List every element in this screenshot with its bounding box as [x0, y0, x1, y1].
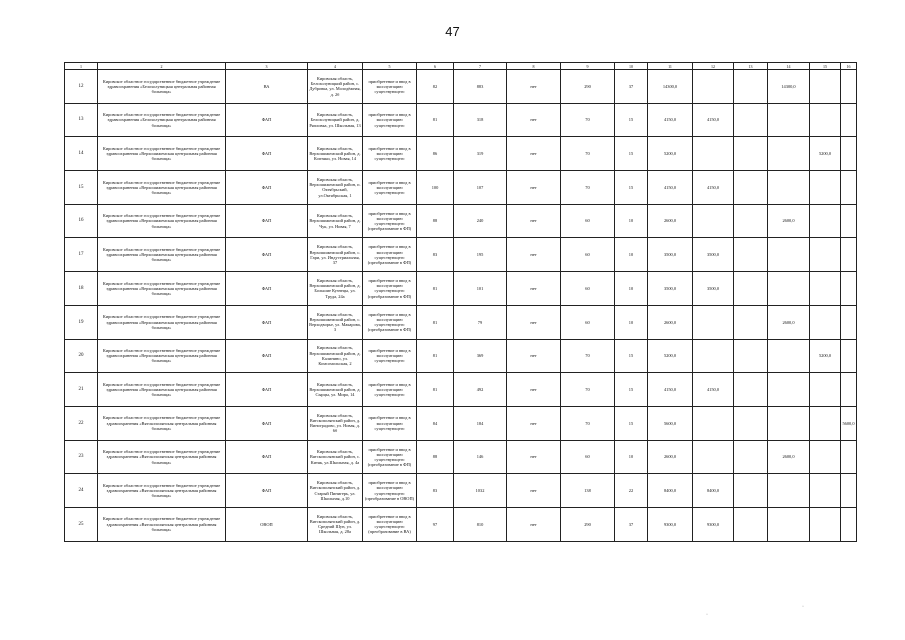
- table-row: [65, 238, 857, 272]
- col-8-value: нет: [507, 272, 561, 306]
- col-6-value: 84: [417, 406, 454, 440]
- facility-type: ФАП: [226, 171, 308, 205]
- col-6-value: 88: [417, 204, 454, 238]
- table-row: [65, 440, 857, 474]
- col-13-value: [734, 272, 768, 306]
- col-15-value: [810, 103, 841, 137]
- col-8-value: нет: [507, 204, 561, 238]
- col-15-value: [810, 272, 841, 306]
- col-14-value: 2600,0: [768, 440, 810, 474]
- column-number: 4: [308, 63, 363, 70]
- facility-type: ОВОП: [226, 507, 308, 541]
- work-type: приобретение и ввод в эксплуатацию существующего (преобразование в ОВОП): [363, 474, 417, 508]
- col-16-value: [841, 339, 857, 373]
- col-7-value: 1032: [454, 474, 507, 508]
- facility-type: ФАП: [226, 137, 308, 171]
- facility-type: ФАП: [226, 373, 308, 407]
- col-11-value: 3500,0: [648, 272, 693, 306]
- facility-address: Кировская область, Верхошижемский район, д. Большие Кузнецы, ул. Труда, 24а: [308, 272, 363, 306]
- scan-mark: ·: [802, 604, 804, 610]
- row-number: 12: [65, 70, 98, 104]
- column-number: 11: [648, 63, 693, 70]
- col-13-value: [734, 70, 768, 104]
- work-type: приобретение и ввод в эксплуатацию существующего (преобразование в ФП): [363, 272, 417, 306]
- col-12-value: [693, 440, 734, 474]
- facility-address: Кировская область, Белохолуницкий район, д. Ряпловка, ул. Школьная, 13: [308, 103, 363, 137]
- col-6-value: 100: [417, 171, 454, 205]
- col-14-value: 2600,0: [768, 204, 810, 238]
- facility-address: Кировская область, Вятскополянский район, д. Средний Шун, ул. Школьная, д. 28а: [308, 507, 363, 541]
- institution-name: Кировское областное государственное бюджетное учреждение здравоохранения «Верхошижемская центральная районная больница»: [98, 171, 226, 205]
- institution-name: Кировское областное государственное бюджетное учреждение здравоохранения «Верхошижемская центральная районная больница»: [98, 373, 226, 407]
- col-9-value: 70: [561, 171, 615, 205]
- col-16-value: [841, 474, 857, 508]
- table-row: [65, 406, 857, 440]
- col-9-value: 60: [561, 305, 615, 339]
- col-11-value: 5600,0: [648, 406, 693, 440]
- facility-address: Кировская область, Верхошижемский район, д. Калинино, ул. Комсомольская, 2: [308, 339, 363, 373]
- col-15-value: [810, 406, 841, 440]
- col-13-value: [734, 171, 768, 205]
- institution-name: Кировское областное государственное бюджетное учреждение здравоохранения «Вятскополянская центральная районная больница»: [98, 474, 226, 508]
- work-type: приобретение и ввод в эксплуатацию существующего: [363, 103, 417, 137]
- col-15-value: [810, 171, 841, 205]
- col-9-value: 60: [561, 272, 615, 306]
- col-16-value: [841, 272, 857, 306]
- row-number: 22: [65, 406, 98, 440]
- col-12-value: [693, 406, 734, 440]
- work-type: приобретение и ввод в эксплуатацию существующего: [363, 373, 417, 407]
- col-10-value: 10: [615, 440, 648, 474]
- facility-address: Кировская область, Верхошижемский район, д. Коптяки, ул. Новая, 14: [308, 137, 363, 171]
- col-14-value: [768, 339, 810, 373]
- col-8-value: нет: [507, 103, 561, 137]
- row-number: 24: [65, 474, 98, 508]
- col-11-value: 4150,0: [648, 103, 693, 137]
- col-15-value: [810, 70, 841, 104]
- institution-name: Кировское областное государственное бюджетное учреждение здравоохранения «Белохолуницкая центральная районная больница»: [98, 103, 226, 137]
- col-14-value: [768, 137, 810, 171]
- col-14-value: [768, 406, 810, 440]
- col-13-value: [734, 305, 768, 339]
- column-number: 16: [841, 63, 857, 70]
- facility-address: Кировская область, Верхошижемский район, п. Октябрьский, ул.Октябрьская, 1: [308, 171, 363, 205]
- col-8-value: нет: [507, 305, 561, 339]
- institution-name: Кировское областное государственное бюджетное учреждение здравоохранения «Верхошижемская центральная районная больница»: [98, 305, 226, 339]
- column-number: 5: [363, 63, 417, 70]
- col-9-value: 70: [561, 137, 615, 171]
- column-number-row: [65, 63, 857, 70]
- col-14-value: 2600,0: [768, 305, 810, 339]
- work-type: приобретение и ввод в эксплуатацию существующего: [363, 137, 417, 171]
- col-14-value: [768, 474, 810, 508]
- col-14-value: [768, 272, 810, 306]
- column-number: 7: [454, 63, 507, 70]
- col-16-value: [841, 137, 857, 171]
- col-16-value: 5600,0: [841, 406, 857, 440]
- work-type: приобретение и ввод в эксплуатацию существующего: [363, 171, 417, 205]
- col-9-value: 290: [561, 70, 615, 104]
- col-15-value: [810, 204, 841, 238]
- col-6-value: 81: [417, 103, 454, 137]
- col-6-value: 81: [417, 305, 454, 339]
- institution-name: Кировское областное государственное бюджетное учреждение здравоохранения «Вятскополянская центральная районная больница»: [98, 440, 226, 474]
- col-12-value: 4150,0: [693, 373, 734, 407]
- col-7-value: 195: [454, 238, 507, 272]
- col-7-value: 79: [454, 305, 507, 339]
- column-number: 13: [734, 63, 768, 70]
- col-10-value: 15: [615, 137, 648, 171]
- col-11-value: 4150,0: [648, 171, 693, 205]
- work-type: приобретение и ввод в эксплуатацию существующего (преобразование в ФП): [363, 440, 417, 474]
- facility-type: ФАП: [226, 272, 308, 306]
- col-6-value: 81: [417, 373, 454, 407]
- facility-type: ФАП: [226, 238, 308, 272]
- col-13-value: [734, 339, 768, 373]
- col-6-value: 82: [417, 70, 454, 104]
- col-10-value: 10: [615, 272, 648, 306]
- row-number: 14: [65, 137, 98, 171]
- col-9-value: 70: [561, 373, 615, 407]
- row-number: 19: [65, 305, 98, 339]
- col-9-value: 60: [561, 440, 615, 474]
- col-8-value: нет: [507, 70, 561, 104]
- col-9-value: 60: [561, 204, 615, 238]
- col-13-value: [734, 406, 768, 440]
- facility-address: Кировская область, Верхошижемский район, д. Сырцы, ул. Мира, 14: [308, 373, 363, 407]
- col-6-value: 83: [417, 474, 454, 508]
- col-16-value: [841, 171, 857, 205]
- col-16-value: [841, 373, 857, 407]
- col-8-value: нет: [507, 474, 561, 508]
- col-16-value: [841, 103, 857, 137]
- col-10-value: 15: [615, 103, 648, 137]
- column-number: 12: [693, 63, 734, 70]
- facility-address: Кировская область, Вятскополянский район, д. Старый Пинигерь, ул. Школьная, д.10: [308, 474, 363, 508]
- col-7-value: 101: [454, 272, 507, 306]
- col-11-value: 5200,0: [648, 137, 693, 171]
- col-12-value: 8400,0: [693, 474, 734, 508]
- col-10-value: 15: [615, 373, 648, 407]
- col-8-value: нет: [507, 440, 561, 474]
- col-11-value: 2600,0: [648, 204, 693, 238]
- column-number: 10: [615, 63, 648, 70]
- table-row: [65, 305, 857, 339]
- col-8-value: нет: [507, 406, 561, 440]
- facility-type: ФАП: [226, 440, 308, 474]
- institution-name: Кировское областное государственное бюджетное учреждение здравоохранения «Верхошижемская центральная районная больница»: [98, 137, 226, 171]
- col-6-value: 81: [417, 339, 454, 373]
- col-8-value: нет: [507, 171, 561, 205]
- col-10-value: 10: [615, 238, 648, 272]
- col-11-value: 14300,0: [648, 70, 693, 104]
- column-number: 8: [507, 63, 561, 70]
- col-12-value: [693, 339, 734, 373]
- col-11-value: 3500,0: [648, 238, 693, 272]
- col-12-value: [693, 137, 734, 171]
- col-13-value: [734, 137, 768, 171]
- col-16-value: [841, 70, 857, 104]
- table-row: [65, 204, 857, 238]
- column-number: 2: [98, 63, 226, 70]
- col-14-value: [768, 171, 810, 205]
- row-number: 20: [65, 339, 98, 373]
- col-11-value: 2600,0: [648, 305, 693, 339]
- work-type: приобретение и ввод в эксплуатацию существующего (преобразование в ФП): [363, 238, 417, 272]
- facility-address: Кировская область, Вятскополянский район, с. Китяк, ул.Школьная, д. 4а: [308, 440, 363, 474]
- col-7-value: 369: [454, 339, 507, 373]
- col-12-value: 9300,0: [693, 507, 734, 541]
- row-number: 18: [65, 272, 98, 306]
- col-10-value: 15: [615, 171, 648, 205]
- column-number: 9: [561, 63, 615, 70]
- column-number: 1: [65, 63, 98, 70]
- col-13-value: [734, 204, 768, 238]
- col-12-value: [693, 305, 734, 339]
- col-10-value: 37: [615, 507, 648, 541]
- col-16-value: [841, 238, 857, 272]
- table-row: [65, 171, 857, 205]
- col-10-value: 10: [615, 204, 648, 238]
- col-12-value: 3500,0: [693, 272, 734, 306]
- col-12-value: 4150,0: [693, 103, 734, 137]
- row-number: 13: [65, 103, 98, 137]
- col-8-value: нет: [507, 238, 561, 272]
- col-16-value: [841, 507, 857, 541]
- col-7-value: 146: [454, 440, 507, 474]
- facility-type: ВА: [226, 70, 308, 104]
- row-number: 25: [65, 507, 98, 541]
- col-9-value: 60: [561, 238, 615, 272]
- col-7-value: 107: [454, 171, 507, 205]
- col-15-value: [810, 507, 841, 541]
- facility-address: Кировская область, Верхошижемский район, с. Верходворье, ул. Макарова, 3: [308, 305, 363, 339]
- col-12-value: 3500,0: [693, 238, 734, 272]
- row-number: 21: [65, 373, 98, 407]
- col-11-value: 2600,0: [648, 440, 693, 474]
- table-row: [65, 339, 857, 373]
- col-8-value: нет: [507, 339, 561, 373]
- col-11-value: 4150,0: [648, 373, 693, 407]
- col-13-value: [734, 507, 768, 541]
- work-type: приобретение и ввод в эксплуатацию существующего: [363, 70, 417, 104]
- col-8-value: нет: [507, 137, 561, 171]
- col-13-value: [734, 373, 768, 407]
- facilities-table: [64, 62, 857, 542]
- table-row: [65, 70, 857, 104]
- col-9-value: 70: [561, 339, 615, 373]
- col-15-value: [810, 238, 841, 272]
- col-7-value: 810: [454, 507, 507, 541]
- facility-type: ФАП: [226, 103, 308, 137]
- row-number: 15: [65, 171, 98, 205]
- column-number: 3: [226, 63, 308, 70]
- institution-name: Кировское областное государственное бюджетное учреждение здравоохранения «Верхошижемская центральная районная больница»: [98, 339, 226, 373]
- col-7-value: 240: [454, 204, 507, 238]
- facility-type: ФАП: [226, 339, 308, 373]
- institution-name: Кировское областное государственное бюджетное учреждение здравоохранения «Верхошижемская центральная районная больница»: [98, 272, 226, 306]
- col-7-value: 184: [454, 406, 507, 440]
- table-row: [65, 474, 857, 508]
- work-type: приобретение и ввод в эксплуатацию существующего (преобразование в ВА): [363, 507, 417, 541]
- row-number: 23: [65, 440, 98, 474]
- col-9-value: 290: [561, 507, 615, 541]
- col-9-value: 70: [561, 406, 615, 440]
- col-11-value: 5200,0: [648, 339, 693, 373]
- table-row: [65, 137, 857, 171]
- col-12-value: 4150,0: [693, 171, 734, 205]
- table-row: [65, 373, 857, 407]
- col-15-value: [810, 474, 841, 508]
- col-8-value: нет: [507, 373, 561, 407]
- col-14-value: [768, 238, 810, 272]
- col-16-value: [841, 305, 857, 339]
- col-6-value: 83: [417, 238, 454, 272]
- facility-address: Кировская область, Верхошижемский район, с. Гари, ул. Индустриальная, 37: [308, 238, 363, 272]
- col-15-value: [810, 440, 841, 474]
- col-15-value: [810, 373, 841, 407]
- table-row: [65, 103, 857, 137]
- institution-name: Кировское областное государственное бюджетное учреждение здравоохранения «Верхошижемская центральная районная больница»: [98, 238, 226, 272]
- column-number: 15: [810, 63, 841, 70]
- col-10-value: 10: [615, 305, 648, 339]
- table-row: [65, 272, 857, 306]
- institution-name: Кировское областное государственное бюджетное учреждение здравоохранения «Верхошижемская центральная районная больница»: [98, 204, 226, 238]
- col-15-value: [810, 305, 841, 339]
- facility-type: ФАП: [226, 406, 308, 440]
- institution-name: Кировское областное государственное бюджетное учреждение здравоохранения «Белохолуницкая центральная районная больница»: [98, 70, 226, 104]
- col-16-value: [841, 440, 857, 474]
- col-6-value: 88: [417, 440, 454, 474]
- col-7-value: 492: [454, 373, 507, 407]
- col-7-value: 318: [454, 103, 507, 137]
- col-14-value: [768, 507, 810, 541]
- col-10-value: 37: [615, 70, 648, 104]
- col-6-value: 97: [417, 507, 454, 541]
- facility-type: ФАП: [226, 474, 308, 508]
- column-number: 14: [768, 63, 810, 70]
- table-row: [65, 507, 857, 541]
- col-16-value: [841, 204, 857, 238]
- facility-address: Кировская область, Верхошижемский район, д. Чук, ул. Новая, 7: [308, 204, 363, 238]
- scan-mark: ·: [706, 612, 708, 618]
- col-9-value: 70: [561, 103, 615, 137]
- col-7-value: 319: [454, 137, 507, 171]
- col-11-value: 9300,0: [648, 507, 693, 541]
- facility-type: ФАП: [226, 204, 308, 238]
- col-13-value: [734, 103, 768, 137]
- facility-type: ФАП: [226, 305, 308, 339]
- facility-address: Кировская область, Белохолуницкий район, с. Дубровка, ул. Молодёжная, д. 2б: [308, 70, 363, 104]
- col-12-value: [693, 70, 734, 104]
- institution-name: Кировское областное государственное бюджетное учреждение здравоохранения «Вятскополянская центральная районная больница»: [98, 507, 226, 541]
- col-6-value: 86: [417, 137, 454, 171]
- col-13-value: [734, 238, 768, 272]
- col-13-value: [734, 440, 768, 474]
- work-type: приобретение и ввод в эксплуатацию существующего (преобразование в ФП): [363, 204, 417, 238]
- col-7-value: 883: [454, 70, 507, 104]
- column-number: 6: [417, 63, 454, 70]
- col-15-value: 5200,0: [810, 339, 841, 373]
- page-number: 47: [445, 24, 460, 39]
- col-6-value: 81: [417, 272, 454, 306]
- institution-name: Кировское областное государственное бюджетное учреждение здравоохранения «Вятскополянская центральная районная больница»: [98, 406, 226, 440]
- col-14-value: [768, 103, 810, 137]
- col-12-value: [693, 204, 734, 238]
- row-number: 16: [65, 204, 98, 238]
- work-type: приобретение и ввод в эксплуатацию существующего: [363, 339, 417, 373]
- col-9-value: 138: [561, 474, 615, 508]
- row-number: 17: [65, 238, 98, 272]
- col-10-value: 15: [615, 339, 648, 373]
- work-type: приобретение и ввод в эксплуатацию существующего (преобразование в ФП): [363, 305, 417, 339]
- col-10-value: 15: [615, 406, 648, 440]
- col-10-value: 22: [615, 474, 648, 508]
- col-14-value: 14300,0: [768, 70, 810, 104]
- col-11-value: 8400,0: [648, 474, 693, 508]
- facility-address: Кировская область, Вятскополянский район, д. Виноградово, ул. Новая, д. 6б: [308, 406, 363, 440]
- col-8-value: нет: [507, 507, 561, 541]
- col-14-value: [768, 373, 810, 407]
- work-type: приобретение и ввод в эксплуатацию существующего: [363, 406, 417, 440]
- col-15-value: 5200,0: [810, 137, 841, 171]
- col-13-value: [734, 474, 768, 508]
